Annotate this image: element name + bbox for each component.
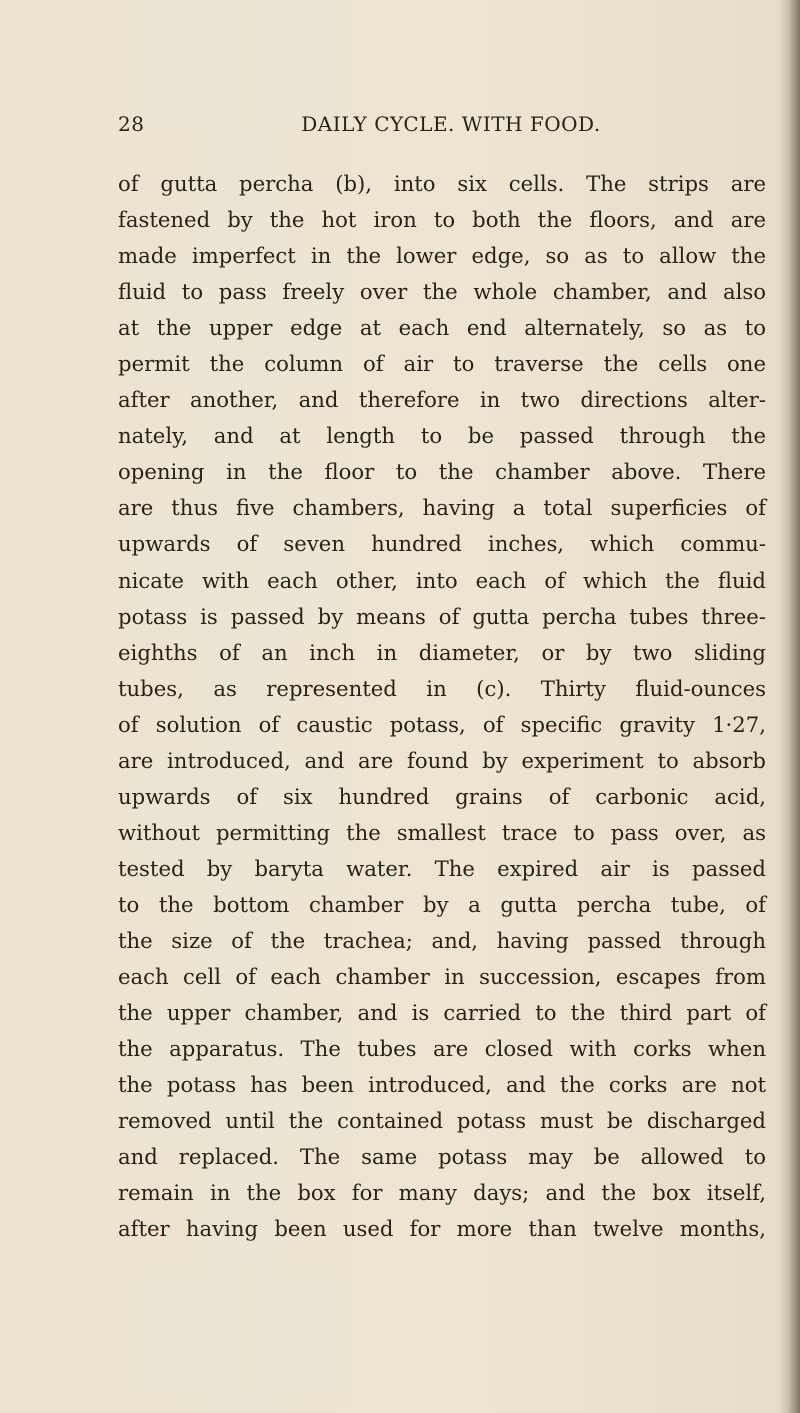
text-line: opening in the floor to the chamber above. There bbox=[118, 459, 766, 485]
text-line: without permitting the smallest trace to pass over, as bbox=[118, 819, 766, 845]
text-line: tubes, as represented in (c). Thirty fluid-ounces bbox=[118, 675, 766, 701]
text-line: removed until the contained potass must be discharged bbox=[118, 1108, 766, 1134]
text-line: of gutta percha (b), into six cells. The strips are bbox=[118, 171, 766, 196]
text-line: fastened by the hot iron to both the floors, and are bbox=[118, 207, 766, 233]
text-line: of solution of caustic potass, of specific gravity 1·27, bbox=[118, 711, 766, 737]
text-line: are introduced, and are found by experiment to absorb bbox=[118, 747, 766, 773]
text-line: each cell of each chamber in succession, escapes from bbox=[118, 964, 766, 990]
text-line: fluid to pass freely over the whole chamber, and also bbox=[118, 279, 766, 305]
text-line: eighths of an inch in diameter, or by two sliding bbox=[118, 639, 766, 665]
text-line: nately, and at length to be passed through the bbox=[118, 423, 766, 449]
text-line: after having been used for more than twelve months, bbox=[118, 1216, 766, 1242]
text-line: at the upper edge at each end alternately, so as to bbox=[118, 315, 766, 341]
page-number: 28 bbox=[118, 112, 145, 136]
text-line: and replaced. The same potass may be allowed to bbox=[118, 1144, 766, 1170]
text-line: made imperfect in the lower edge, so as to allow the bbox=[118, 243, 766, 269]
body-text bbox=[118, 166, 766, 1247]
text-line: the upper chamber, and is carried to the third part of bbox=[118, 1000, 766, 1026]
text-line: upwards of six hundred grains of carbonic acid, bbox=[118, 783, 766, 809]
text-line: after another, and therefore in two directions alter- bbox=[118, 387, 766, 413]
running-title: DAILY CYCLE. WITH FOOD. bbox=[301, 112, 601, 136]
text-line: the potass has been introduced, and the corks are not bbox=[118, 1072, 766, 1098]
text-line: potass is passed by means of gutta percha tubes three- bbox=[118, 603, 766, 629]
text-line: nicate with each other, into each of which the fluid bbox=[118, 567, 766, 593]
text-line: remain in the box for many days; and the box itself, bbox=[118, 1180, 766, 1206]
text-line: the apparatus. The tubes are closed with corks when bbox=[118, 1036, 766, 1062]
text-line: the size of the trachea; and, having passed through bbox=[118, 927, 766, 953]
text-line: are thus five chambers, having a total superficies of bbox=[118, 495, 766, 521]
text-line: to the bottom chamber by a gutta percha tube, of bbox=[118, 891, 766, 917]
text-line: permit the column of air to traverse the cells one bbox=[118, 351, 766, 377]
text-line: upwards of seven hundred inches, which commu- bbox=[118, 531, 766, 557]
text-line: tested by baryta water. The expired air is passed bbox=[118, 855, 766, 881]
page-edge-shadow bbox=[778, 0, 800, 1413]
running-head bbox=[118, 112, 764, 148]
